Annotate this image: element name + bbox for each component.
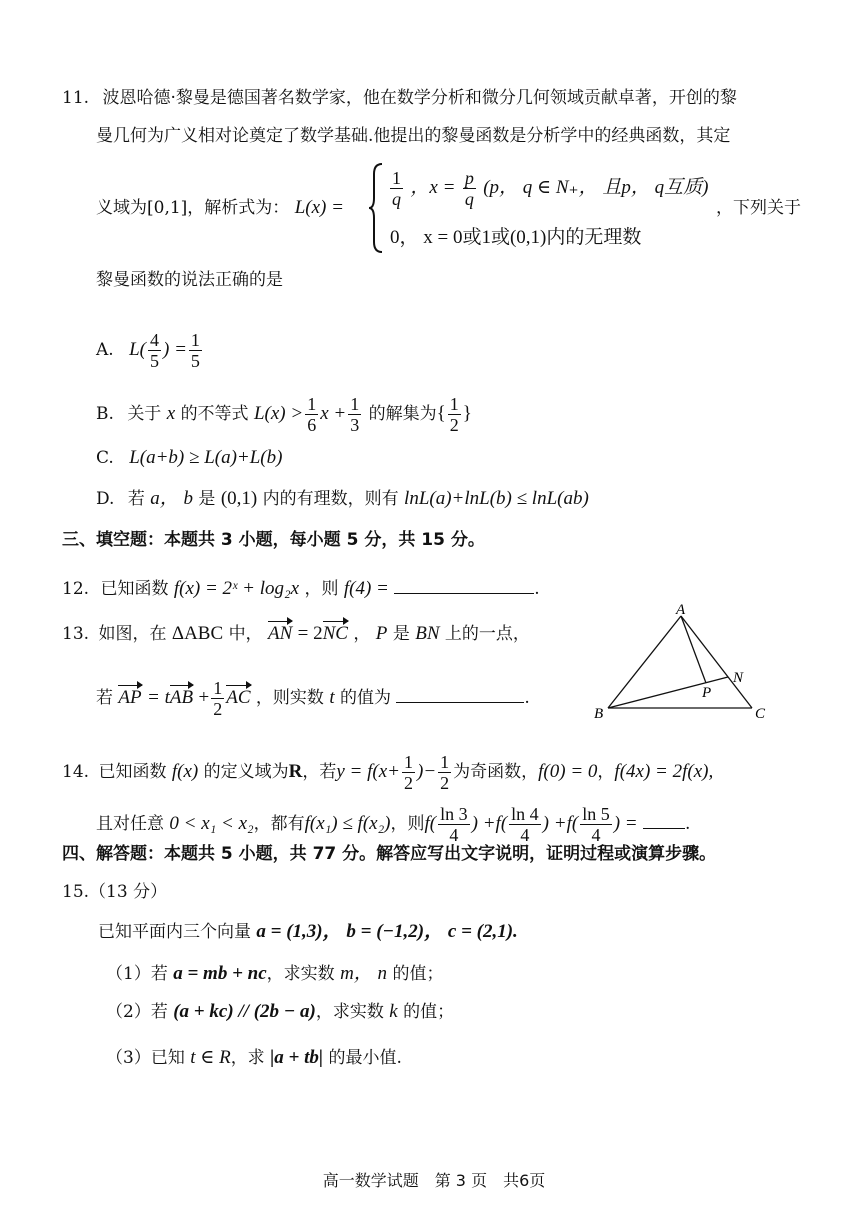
segment-ap [681, 616, 706, 683]
q13-answer-blank[interactable] [396, 686, 524, 703]
q15-part2-end: 的值； [403, 1002, 455, 1022]
q13-line1 [62, 622, 530, 646]
q11-case1 [388, 168, 708, 209]
q11-line1 [62, 86, 737, 110]
q11-domain-text: 义域为[0,1]，解析式为： [96, 198, 290, 218]
q14-f1: f( [424, 813, 437, 834]
q13-line1-post: ， [353, 624, 371, 644]
q13-line2-end: 的值为 [340, 688, 392, 708]
q11-option-a-expr: L( [129, 339, 146, 360]
q15-part2-label: （2）若 [106, 1002, 168, 1022]
q12-expr: f(x) = 2ˣ + log₂x [173, 578, 300, 599]
q12-pre: 已知函数 [100, 579, 169, 599]
q14-line2: 且对任意 0 < x₁ < x₂，都有f(x₁) ≤ f(x₂)，则f( $\frac{\ln 3}{4}$ ) +f( $\frac{\ln 4}{4}$ ) +f( $\frac{\ln 5}{4}$ ) = . [96, 804, 691, 845]
q14-y-expr: y = f(x+ [336, 761, 400, 782]
q11-option-b-pre: 关于 [127, 404, 162, 424]
q13-bn: BN [415, 623, 440, 644]
edge-ac [681, 616, 752, 708]
q14-number: 14. [62, 762, 90, 782]
q14-ineq: f(x₁) ≤ f(x₂) [304, 813, 391, 834]
q11-text-line2: 曼几何为广义相对论奠定了数学基础.他提出的黎曼函数是分析学中的经典函数，其定 [96, 126, 731, 146]
q13-line2 [96, 678, 530, 719]
q14-line2-pre: 且对任意 [96, 814, 164, 834]
q11-case1-cond: (p， q ∈ N₊， 且p， q互质) [483, 177, 709, 198]
q11-option-a-frac1: $\frac{4}{5}$ [150, 330, 159, 371]
q15-part1 [106, 962, 443, 986]
q13-triangle: ΔABC [171, 623, 224, 644]
q14-half-1: $\frac{1}{2}$ [404, 752, 413, 793]
q15-intro-pre: 已知平面内三个向量 [98, 922, 251, 942]
label-c: C [755, 706, 766, 722]
q13-eq-t: = t [147, 687, 170, 708]
q15-part2-expr: (a + kc) // (2b − a) [173, 1001, 316, 1022]
q13-end: . [524, 688, 530, 708]
q14-line2-mid: ，都有 [253, 814, 305, 834]
q11-option-b-frac2: $\frac{1}{3}$ [350, 394, 360, 435]
q15-part1-end: 的值； [392, 964, 444, 984]
q14-line1-pre: 已知函数 [98, 762, 167, 782]
q15-intro-expr: a = (1,3)， b = (−1,2)， c = (2,1). [256, 921, 518, 942]
q14-end: . [685, 814, 691, 834]
q12-ask: f(4) = [343, 578, 389, 599]
section-4-heading: 四、解答题：本题共 5 小题，共 77 分。解答应写出文字说明，证明过程或演算步骤。 [62, 844, 717, 864]
q15-part2-var: k [389, 1001, 398, 1022]
q14-fx: f(x) [171, 761, 199, 782]
q11-option-a: A. L( $\frac{4}{5}$ ) = $\frac{1}{5}$ [96, 330, 200, 371]
q15-part3-abs: |a + tb| [270, 1047, 324, 1068]
q11-option-b-label: B. [96, 404, 114, 424]
q13-half: $\frac{1}{2}$ [213, 678, 223, 719]
q13-triangle-figure [592, 598, 782, 724]
page-footer: 高一数学试题 第 3 页 共6页 [322, 1171, 546, 1190]
q11-option-b-frac3: $\frac{1}{2}$ [449, 394, 459, 435]
q11-option-b-mid: 的不等式 [180, 404, 249, 424]
q12 [62, 577, 540, 601]
q11-brace [368, 160, 386, 256]
q13-t: t [329, 687, 335, 708]
q14-line1: 14. 已知函数 f(x) 的定义域为R，若y = f(x+ $\frac{1}{2}$ )− $\frac{1}{2}$ 为奇函数，f(0) = 0，f(4x) = 2f(x), [62, 752, 714, 793]
q11-option-c [96, 446, 282, 470]
q14-frac-ln4: $\frac{\ln 4}{4}$ [511, 804, 539, 845]
q12-answer-blank[interactable] [394, 577, 534, 594]
q14-line1-mid2: ，若 [302, 762, 337, 782]
q11-line2 [96, 124, 730, 148]
q11-case1-pq: $\frac{p}{q}$ [464, 168, 474, 209]
q11-case1-x: ，x = [410, 177, 456, 198]
q15-part1-vars: m， n [340, 963, 388, 984]
q11-option-a-frac2: $\frac{1}{5}$ [190, 330, 200, 371]
q14-frac-ln3: $\frac{\ln 3}{4}$ [440, 804, 468, 845]
q14-answer-blank[interactable] [643, 812, 685, 829]
q13-line2-post: ，则实数 [255, 688, 324, 708]
q11-number: 11. [62, 88, 90, 108]
q11-option-a-label: A. [96, 340, 114, 360]
q13-vec-ab: AB [169, 687, 194, 708]
q11-case1-frac: $\frac{1}{q}$ [392, 168, 401, 209]
q13-line1-end2: 上的一点， [444, 624, 530, 644]
q11-option-b-post: 的解集为 [368, 404, 437, 424]
q11-case2-text: 0， x = 0或1或(0,1)内的无理数 [390, 227, 642, 248]
q15-part1-post: ，求实数 [266, 964, 335, 984]
q13-line1-mid: 中， [228, 624, 263, 644]
q15-part2 [106, 1000, 454, 1024]
q11-text-line1: 波恩哈德·黎曼是德国著名数学家，他在数学分析和微分几何领域贡献卓著，开创的黎 [102, 88, 737, 108]
q15-part3-expr: t ∈ R [190, 1047, 231, 1068]
q13-number: 13. [62, 624, 90, 644]
q14-line1-mid3: 为奇函数， [453, 762, 539, 782]
q14-y-expr2: )− [417, 761, 437, 782]
q11-line4 [96, 268, 283, 292]
q13-vec-ac: AC [226, 687, 251, 708]
q13-vec-an: AN [267, 623, 293, 644]
q11-option-c-label: C. [96, 448, 114, 468]
q11-option-d-expr: lnL(a)+lnL(b) ≤ lnL(ab) [404, 488, 589, 509]
q13-eq2: = 2 [297, 623, 323, 644]
section-3-heading: 三、填空题：本题共 3 小题，每小题 5 分，共 15 分。 [62, 530, 485, 550]
q11-option-c-expr: L(a+b) ≥ L(a)+L(b) [129, 447, 283, 468]
q15-part3 [106, 1046, 402, 1070]
q13-line1-end: 是 [392, 624, 410, 644]
q12-end: . [534, 579, 540, 599]
q14-f2: f( [495, 813, 508, 834]
q14-line2-mid2: ，则 [390, 814, 425, 834]
q14-f4x: f(4x) = 2f(x), [614, 761, 714, 782]
q11-option-b: B. 关于 x 的不等式 L(x) > $\frac{1}{6}$ x + $\frac{1}{3}$ 的解集为{ $\frac{1}{2}$ } [96, 394, 472, 435]
q11-option-d-label: D. [96, 489, 115, 509]
q12-number: 12. [62, 579, 90, 599]
q15-part1-expr: a = mb + nc [173, 963, 267, 984]
q12-mid: ，则 [304, 579, 339, 599]
q13-line1-pre: 如图，在 [98, 624, 167, 644]
label-p: P [702, 685, 712, 701]
q13-vec-ap: AP [118, 687, 142, 708]
q14-f3: f( [566, 813, 579, 834]
q11-option-d [96, 487, 589, 511]
q13-p: P [375, 623, 388, 644]
edge-ab [608, 616, 681, 708]
q14-cond: 0 < x₁ < x₂ [169, 813, 254, 834]
q15-part3-post: ，求 [230, 1048, 265, 1068]
q11-case2 [390, 226, 641, 250]
q14-half-2: $\frac{1}{2}$ [440, 752, 450, 793]
q11-func-lhs: L(x) = [294, 197, 344, 218]
q11-option-d-interval: (0,1) [220, 488, 258, 509]
q15-part3-label: （3）已知 [106, 1048, 185, 1068]
label-a: A [676, 602, 686, 618]
q11-option-b-frac1: $\frac{1}{6}$ [307, 394, 317, 435]
q14-frac-ln5: $\frac{\ln 5}{4}$ [582, 804, 610, 845]
q15-part3-end: 的最小值. [328, 1048, 402, 1068]
q14-f0: f(0) = 0 [538, 761, 598, 782]
q11-option-d-mid: 是 [198, 489, 216, 509]
q14-r: R [288, 761, 303, 782]
q11-after-cases [716, 196, 801, 220]
label-b: B [594, 706, 604, 722]
q13-vec-nc: NC [322, 623, 348, 644]
q13-plus: + [198, 687, 210, 708]
q11-after-cases-text: ，下列关于 [716, 198, 801, 218]
q14-line1-mid: 的定义域为 [203, 762, 289, 782]
q15-header: 15.（13 分） [62, 882, 168, 902]
q15-part2-post: ，求实数 [315, 1002, 384, 1022]
q15-part1-label: （1）若 [106, 964, 168, 984]
q11-option-d-ab: a， b [150, 488, 194, 509]
q11-text-line4: 黎曼函数的说法正确的是 [96, 270, 283, 290]
q13-line2-pre: 若 [96, 688, 113, 708]
q11-option-d-mid2: 内的有理数，则有 [262, 489, 399, 509]
label-n: N [733, 670, 744, 686]
q11-domain-line [96, 196, 344, 220]
q11-option-d-pre: 若 [127, 489, 145, 509]
q15-intro [98, 920, 518, 944]
